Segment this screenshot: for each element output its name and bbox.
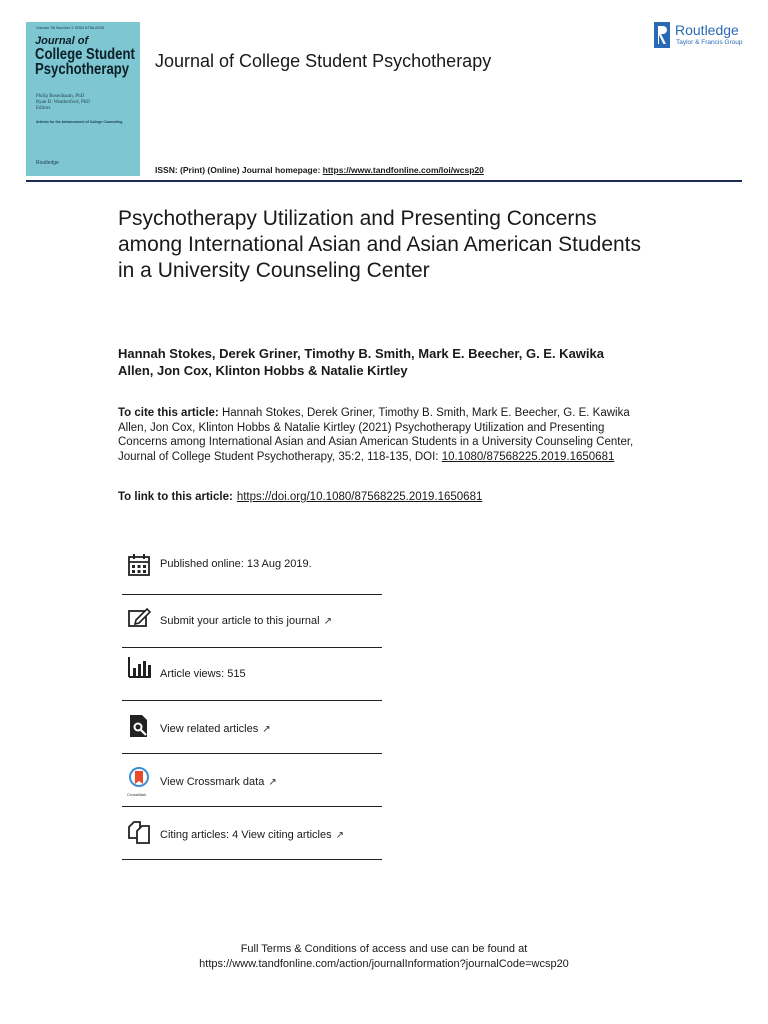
- publisher-logo: [654, 20, 750, 50]
- info-crossmark[interactable]: [122, 754, 382, 807]
- journal-cover-image: [26, 22, 140, 176]
- article-info-list: [122, 542, 382, 860]
- cover-notes: Articles for the Advancement of College Counseling: [36, 120, 123, 124]
- citing-articles-link[interactable]: [160, 829, 344, 841]
- publisher-subtitle: Taylor & Francis Group: [676, 39, 743, 46]
- crossmark-icon: [126, 766, 152, 792]
- article-title: Psychotherapy Utilization and Presenting Concerns among International Asian and Asian American Students in a University Counseling Center: [118, 207, 642, 282]
- edit-icon: [126, 605, 152, 631]
- external-link-icon: ↗: [262, 724, 271, 735]
- article-link-line: [118, 490, 638, 504]
- cover-issue-info: Volume 35 Number 2 ISSN 8756-8225: [36, 25, 105, 30]
- external-link-icon: ↗: [335, 830, 344, 841]
- related-label: View related articles: [160, 723, 259, 735]
- cite-text: Hannah Stokes, Derek Griner, Timothy B. Smith, Mark E. Beecher, G. E. Kawika Allen, Jon Cox, Klinton Hobbs & Natalie Kirtley (2021) Psychotherapy Utilization and Presenting Concerns among International Asian and Asian American Students in a University Counseling Center, Journal of College Student Psychotherapy, 35:2, 118-135, DOI:: [118, 407, 634, 463]
- info-published: [122, 542, 382, 595]
- cover-title: [35, 36, 135, 77]
- calendar-icon: [126, 552, 152, 578]
- related-articles-link[interactable]: [160, 723, 271, 735]
- external-link-icon: ↗: [268, 777, 277, 788]
- cover-title-line: Journal of: [35, 35, 89, 47]
- cite-label: To cite this article:: [118, 407, 219, 419]
- footer-terms-link[interactable]: https://www.tandfonline.com/action/journalInformation?journalCode=wcsp20: [199, 958, 569, 970]
- copy-docs-icon: [126, 819, 152, 845]
- external-link-icon: ↗: [323, 616, 332, 627]
- link-label: To link to this article:: [118, 491, 233, 503]
- publisher-name: Routledge: [675, 22, 739, 38]
- footer-terms-text: Full Terms & Conditions of access and use can be found at: [240, 943, 528, 955]
- journal-name: Journal of College Student Psychotherapy: [155, 51, 492, 71]
- cover-title-line: College Student: [35, 46, 135, 63]
- citation-block: [118, 406, 638, 464]
- article-views: Article views: 515: [160, 668, 246, 680]
- submit-article-link[interactable]: [160, 615, 332, 627]
- crossmark-icon-label: CrossMark: [127, 792, 147, 797]
- info-submit[interactable]: [122, 595, 382, 648]
- cover-editor: Philip Rosenbaum, PhD: [36, 94, 85, 99]
- info-citing[interactable]: [122, 807, 382, 860]
- cite-doi-link[interactable]: 10.1080/87568225.2019.1650681: [441, 450, 615, 463]
- issn-text: ISSN: (Print) (Online) Journal homepage:: [155, 165, 323, 175]
- published-date: Published online: 13 Aug 2019.: [160, 558, 312, 570]
- bar-chart-icon: [126, 654, 152, 680]
- header-divider: [26, 180, 742, 182]
- cover-editor: Ryan D. Weatherford, PhD: [36, 100, 90, 105]
- footer: [0, 942, 768, 972]
- crossmark-label: View Crossmark data: [160, 776, 265, 788]
- issn-line: [155, 165, 484, 175]
- cover-publisher-logo: Routledge: [36, 160, 59, 166]
- search-doc-icon: [126, 713, 152, 739]
- cover-title-line: Psychotherapy: [35, 61, 130, 78]
- cover-editors: [36, 94, 90, 112]
- article-doi-link[interactable]: https://doi.org/10.1080/87568225.2019.1650681: [236, 491, 483, 503]
- crossmark-link[interactable]: [160, 776, 277, 788]
- routledge-r-icon: [654, 22, 670, 48]
- cover-editors-label: Editors: [36, 106, 51, 111]
- info-related[interactable]: [122, 701, 382, 754]
- submit-label: Submit your article to this journal: [160, 615, 320, 627]
- citing-label: Citing articles: 4 View citing articles: [160, 829, 332, 841]
- article-authors: Hannah Stokes, Derek Griner, Timothy B. Smith, Mark E. Beecher, G. E. Kawika Allen, Jon Cox, Klinton Hobbs & Natalie Kirtley: [118, 346, 604, 378]
- info-views: [122, 648, 382, 701]
- journal-homepage-link[interactable]: https://www.tandfonline.com/loi/wcsp20: [322, 165, 484, 175]
